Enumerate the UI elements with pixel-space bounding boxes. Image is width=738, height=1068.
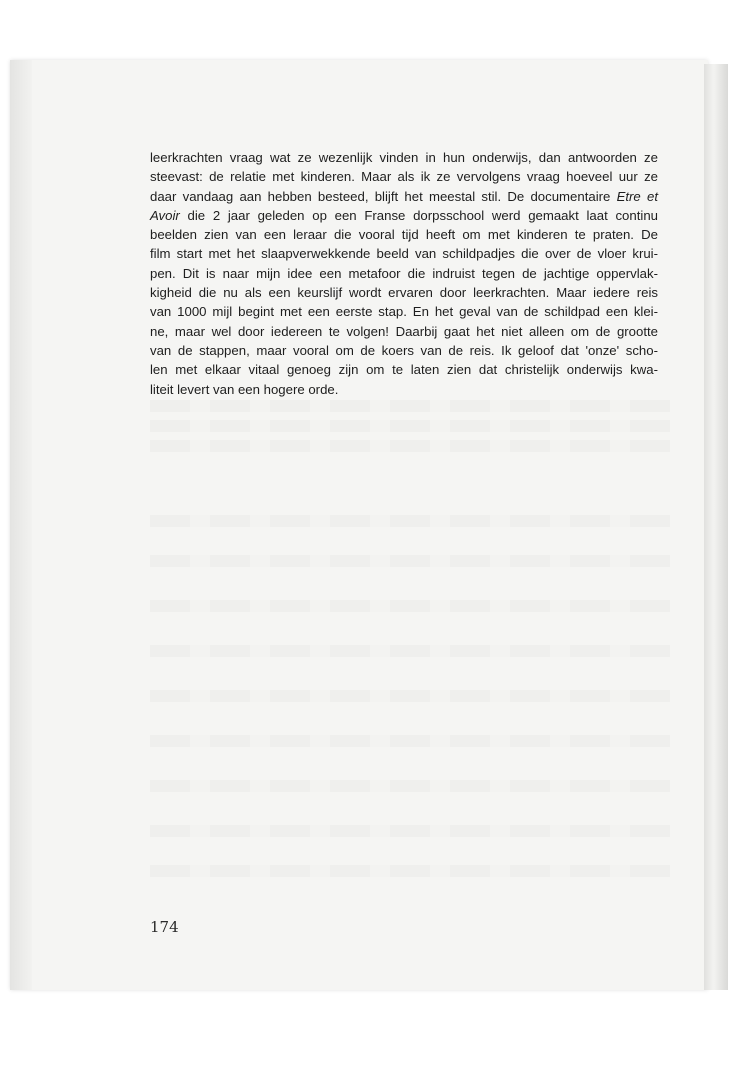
film-title-part: Avoir (150, 207, 180, 223)
show-through-line (150, 645, 670, 657)
show-through-line (150, 555, 670, 567)
text-line: van de stappen, maar vooral om de koers van de reis. Ik geloof dat 'onze' scho- (150, 342, 658, 358)
page-number: 174 (150, 918, 179, 936)
text-line: Avoir die 2 jaar geleden op een Franse dorpsschool werd gemaakt laat continu (150, 207, 658, 223)
text-line: len met elkaar vitaal genoeg zijn om te laten zien dat christelijk onderwijs kwa- (150, 362, 658, 378)
show-through-line (150, 735, 670, 747)
show-through-line (150, 600, 670, 612)
text-line: pen. Dit is naar mijn idee een metafoor die indruist tegen de jachtige oppervlak- (150, 265, 658, 281)
page-stack-right-edge (704, 64, 728, 990)
text-line: kigheid die nu als een keurslijf wordt ervaren door leerkrachten. Maar iedere reis (150, 285, 658, 301)
body-paragraph (150, 148, 658, 399)
text-line: van 1000 mijl begint met een eerste stap. En het geval van de schildpad een klei- (150, 304, 658, 320)
text-line: beelden zien van een leraar die vooral tijd heeft om met kinderen te praten. De (150, 227, 658, 243)
text-line: daar vandaag aan hebben besteed, blijft het meestal stil. De documentaire Etre et (150, 188, 658, 204)
text-line: steevast: de relatie met kinderen. Maar als ik ze vervolgens vraag hoeveel uur ze (150, 169, 658, 185)
show-through-line (150, 825, 670, 837)
text-line: leerkrachten vraag wat ze wezenlijk vinden in hun onderwijs, dan antwoorden ze (150, 150, 658, 165)
show-through-line (150, 515, 670, 527)
show-through-line (150, 420, 670, 432)
film-title-part: Etre et (616, 188, 658, 204)
show-through-line (150, 865, 670, 877)
page-stack-left-edge (10, 60, 32, 990)
show-through-line (150, 440, 670, 452)
text-line: film start met het slaapverwekkende beeld van schildpadjes die over de vloer krui- (150, 246, 658, 262)
text-line: ne, maar wel door iedereen te volgen! Daarbij gaat het niet alleen om de grootte (150, 323, 658, 339)
show-through-line (150, 780, 670, 792)
show-through-line (150, 690, 670, 702)
text-line: liteit levert van een hogere orde. (150, 381, 339, 397)
show-through-line (150, 400, 670, 412)
